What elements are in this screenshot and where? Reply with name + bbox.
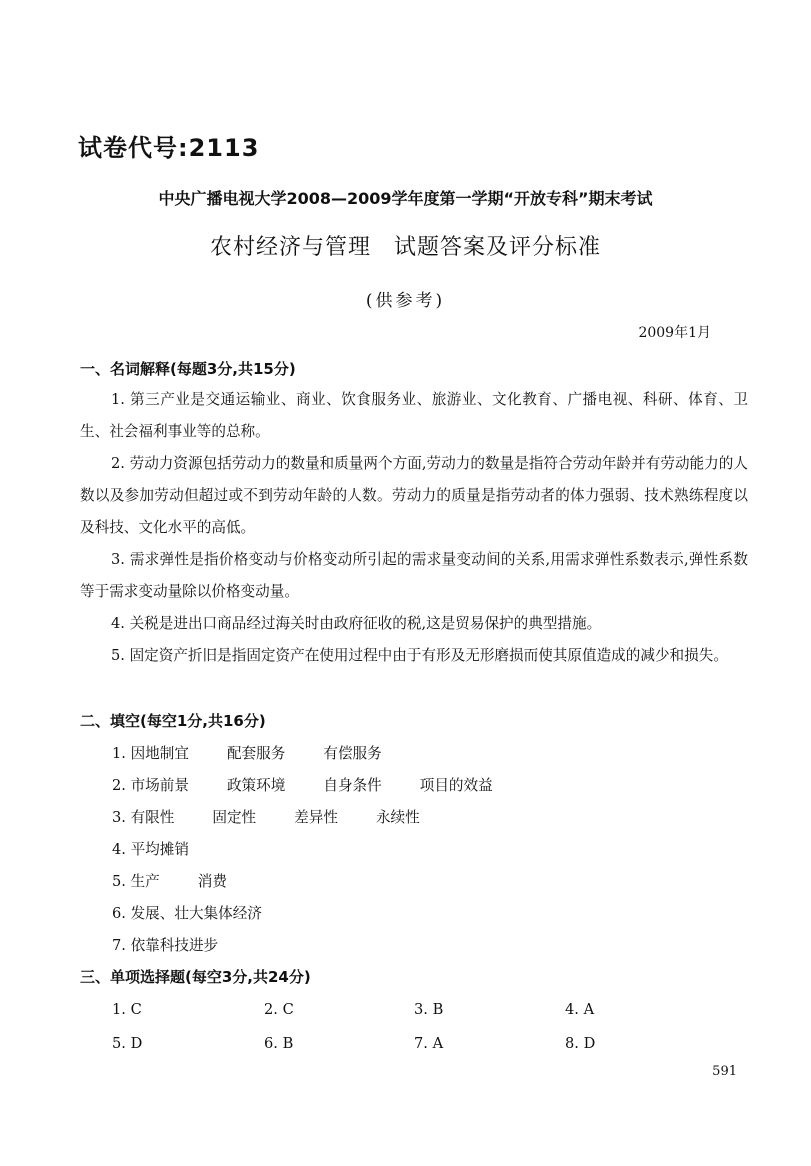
- fill-answer: 固定性: [212, 809, 257, 826]
- fill-answer: 配套服务: [226, 745, 286, 762]
- definition-item: 1. 第三产业是交通运输业、商业、饮食服务业、旅游业、文化教育、广播电视、科研、体育、卫生、社会福利事业等的总称。: [80, 391, 748, 440]
- fill-answer: 项目的效益: [419, 777, 493, 794]
- fill-row: [112, 934, 218, 955]
- choice-answer: 3. B: [414, 1001, 444, 1018]
- page-number: 591: [712, 1064, 737, 1079]
- definition-item: 5. 固定资产折旧是指固定资产在使用过程中由于有形及无形磨损而使其原值造成的减少和损失。: [111, 647, 728, 664]
- section-1-heading: 一、名词解释(每题3分,共15分): [80, 360, 296, 378]
- choice-answer: 6. B: [264, 1035, 294, 1052]
- section-2-heading: 二、填空(每空1分,共16分): [80, 712, 266, 730]
- exam-code: 试卷代号:2113: [78, 134, 260, 162]
- fill-answer: 永续性: [375, 809, 420, 826]
- fill-answer: 7. 依靠科技进步: [112, 937, 219, 954]
- choice-answer: 7. A: [414, 1035, 444, 1052]
- choice-answer: 1. C: [112, 1001, 142, 1018]
- fill-answer: 5. 生产: [112, 873, 160, 890]
- exam-title: 农村经济与管理 试题答案及评分标准: [209, 235, 601, 260]
- fill-row: [112, 870, 227, 891]
- fill-answer: 自身条件: [323, 777, 382, 794]
- fill-row: [112, 902, 262, 923]
- fill-answer: 4. 平均摊销: [112, 841, 189, 858]
- fill-answer: 2. 市场前景: [112, 777, 189, 794]
- fill-answer: 政策环境: [226, 777, 286, 794]
- choice-answer: 5. D: [112, 1035, 143, 1052]
- choice-answer: 8. D: [565, 1035, 596, 1052]
- fill-answer: 差异性: [294, 809, 338, 826]
- fill-row: [112, 838, 189, 859]
- fill-row: [112, 806, 420, 827]
- exam-subtitle: 中央广播电视大学2008—2009学年度第一学期“开放专科”期末考试: [158, 189, 653, 208]
- fill-answer: 6. 发展、壮大集体经济: [112, 905, 262, 922]
- choice-answer: 2. C: [264, 1001, 294, 1018]
- reference-note: (供参考): [365, 291, 446, 311]
- definition-item: 4. 关税是进出口商品经过海关时由政府征收的税,这是贸易保护的典型措施。: [111, 615, 602, 632]
- fill-answer: 有偿服务: [323, 745, 382, 762]
- exam-date: 2009年1月: [638, 325, 711, 341]
- fill-row: [112, 742, 382, 763]
- definition-item: 2. 劳动力资源包括劳动力的数量和质量两个方面,劳动力的数量是指符合劳动年龄并有劳动能力的人数以及参加劳动但超过或不到劳动年龄的人数。劳动力的质量是指劳动者的体力强弱、技术熟练程度以及科技、文化水平的高低。: [80, 455, 748, 536]
- fill-answer: 1. 因地制宜: [112, 745, 189, 762]
- fill-row: [112, 774, 493, 795]
- fill-answer: 消费: [197, 873, 227, 890]
- section-3-heading: 三、单项选择题(每空3分,共24分): [80, 968, 311, 986]
- fill-answer: 3. 有限性: [112, 809, 175, 826]
- definition-item: 3. 需求弹性是指价格变动与价格变动所引起的需求量变动间的关系,用需求弹性系数表示,弹性系数等于需求变动量除以价格变动量。: [80, 551, 748, 600]
- choice-answer: 4. A: [565, 1001, 595, 1018]
